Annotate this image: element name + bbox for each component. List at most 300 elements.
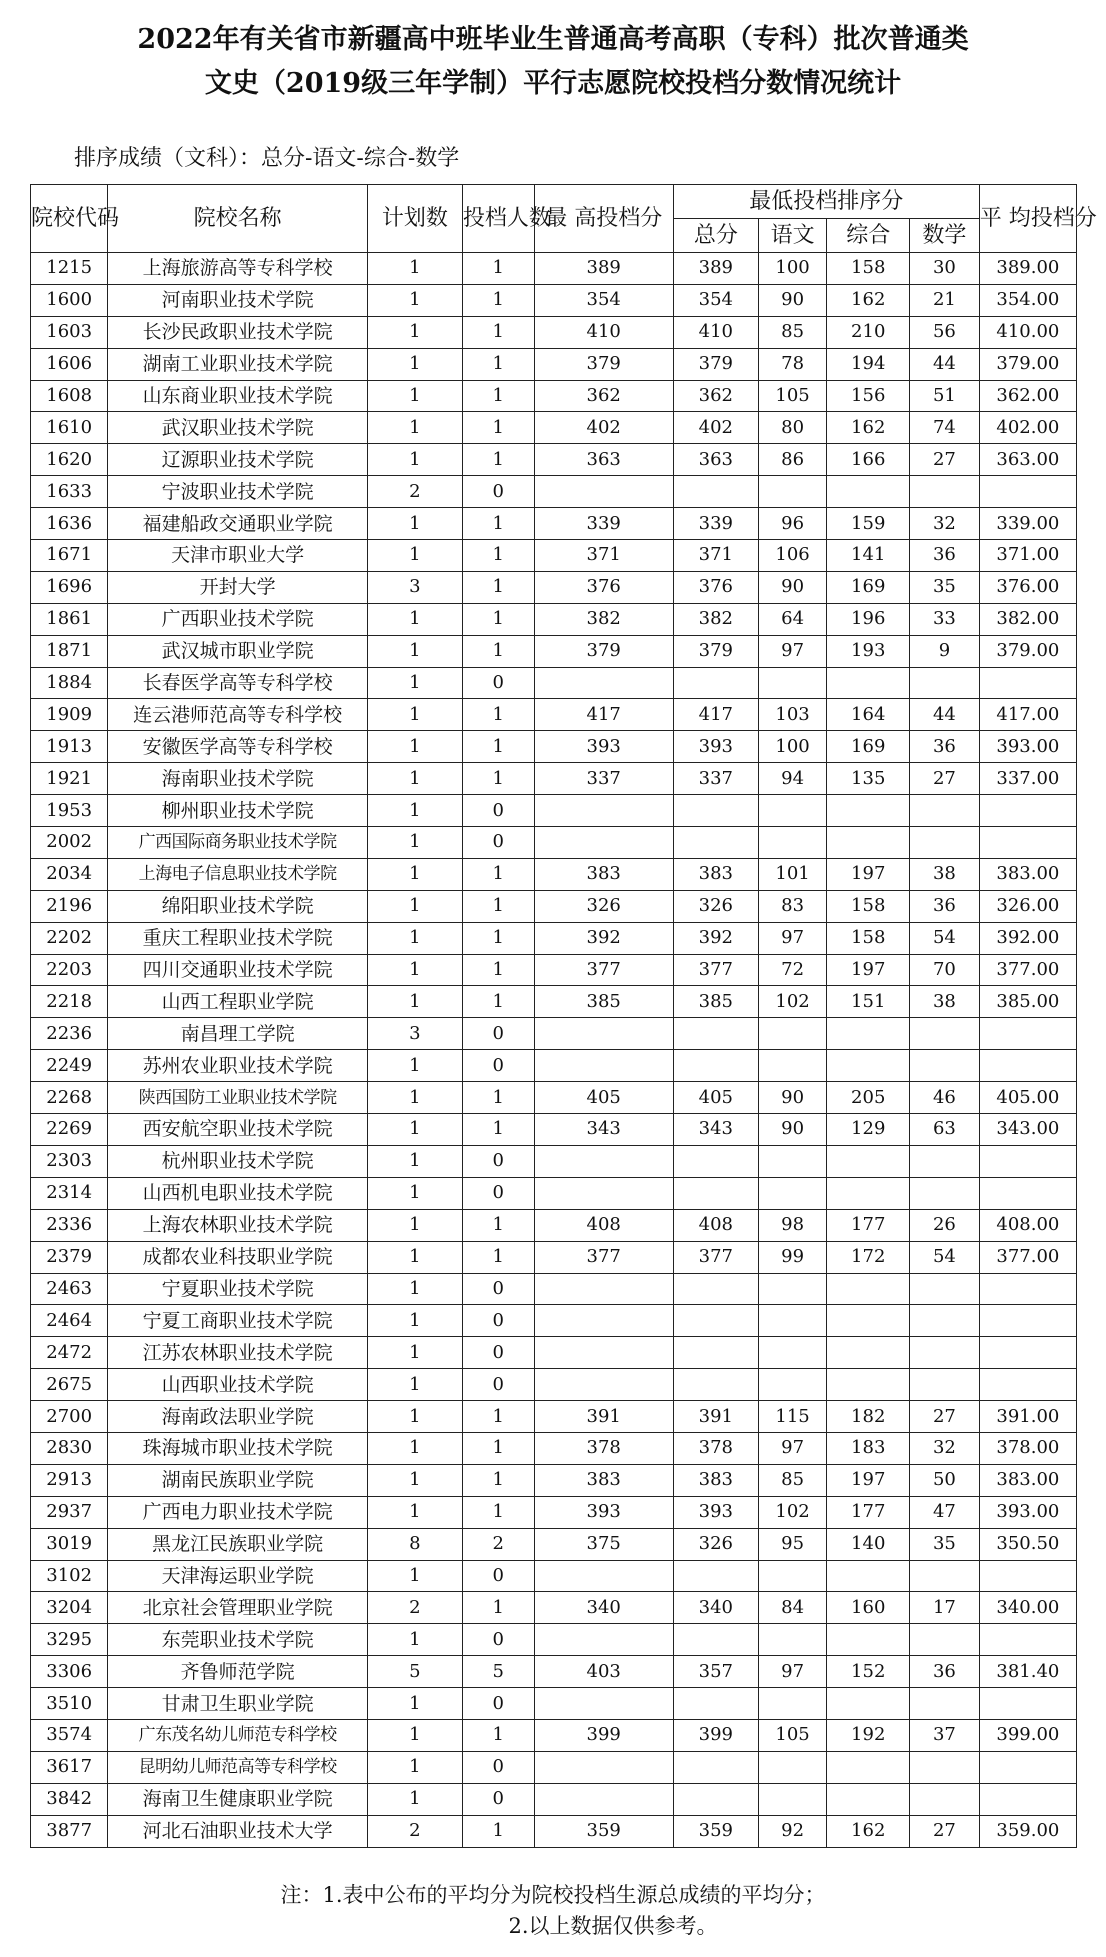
cell-code: 1600 (31, 284, 108, 316)
cell-min-comprehensive (827, 1560, 910, 1592)
cell-min-math: 47 (910, 1496, 980, 1528)
cell-admitted: 1 (462, 1082, 534, 1114)
cell-name: 重庆工程职业技术学院 (108, 922, 368, 954)
cell-code: 3204 (31, 1592, 108, 1624)
cell-min-comprehensive: 158 (827, 253, 910, 285)
cell-admitted: 1 (462, 890, 534, 922)
cell-min-chinese: 85 (758, 1464, 826, 1496)
cell-max: 376 (534, 571, 673, 603)
cell-min-math: 54 (910, 922, 980, 954)
cell-min-comprehensive: 159 (827, 508, 910, 540)
cell-admitted: 0 (462, 1273, 534, 1305)
cell-admitted: 1 (462, 412, 534, 444)
cell-plan: 2 (367, 1592, 462, 1624)
table-row (31, 1656, 1077, 1688)
cell-admitted: 1 (462, 603, 534, 635)
cell-min-chinese: 95 (758, 1528, 826, 1560)
cell-code: 2464 (31, 1305, 108, 1337)
cell-admitted: 0 (462, 795, 534, 827)
cell-code: 1620 (31, 444, 108, 476)
cell-average: 408.00 (979, 1209, 1076, 1241)
cell-name: 陕西国防工业职业技术学院 (108, 1082, 368, 1114)
cell-min-math (910, 1751, 980, 1783)
cell-code: 1603 (31, 316, 108, 348)
header-min-comprehensive: 综合 (827, 219, 910, 253)
cell-average: 417.00 (979, 699, 1076, 731)
cell-average: 392.00 (979, 922, 1076, 954)
cell-min-math: 21 (910, 284, 980, 316)
cell-min-math: 38 (910, 858, 980, 890)
cell-admitted: 0 (462, 1145, 534, 1177)
table-row (31, 476, 1077, 508)
cell-min-chinese: 90 (758, 1082, 826, 1114)
cell-min-total (673, 1305, 758, 1337)
cell-min-chinese (758, 1560, 826, 1592)
cell-max: 362 (534, 380, 673, 412)
cell-name: 苏州农业职业技术学院 (108, 1050, 368, 1082)
cell-max: 383 (534, 1464, 673, 1496)
cell-min-chinese: 99 (758, 1241, 826, 1273)
cell-min-total (673, 1177, 758, 1209)
cell-min-math (910, 827, 980, 859)
cell-min-total (673, 1369, 758, 1401)
cell-code: 1671 (31, 540, 108, 572)
cell-admitted: 1 (462, 1464, 534, 1496)
cell-plan: 1 (367, 1305, 462, 1337)
cell-min-math: 27 (910, 1815, 980, 1847)
cell-admitted: 1 (462, 1241, 534, 1273)
cell-min-total: 389 (673, 253, 758, 285)
cell-plan: 1 (367, 1496, 462, 1528)
cell-min-total: 399 (673, 1719, 758, 1751)
cell-name: 江苏农林职业技术学院 (108, 1337, 368, 1369)
cell-max: 392 (534, 922, 673, 954)
cell-admitted: 1 (462, 763, 534, 795)
cell-code: 2218 (31, 986, 108, 1018)
cell-admitted: 0 (462, 1177, 534, 1209)
cell-name: 山东商业职业技术学院 (108, 380, 368, 412)
table-row (31, 795, 1077, 827)
cell-min-chinese: 86 (758, 444, 826, 476)
cell-admitted: 1 (462, 1719, 534, 1751)
cell-min-math: 9 (910, 635, 980, 667)
cell-plan: 1 (367, 1145, 462, 1177)
cell-admitted: 0 (462, 1305, 534, 1337)
cell-max (534, 1688, 673, 1720)
cell-min-comprehensive (827, 1145, 910, 1177)
cell-min-math: 36 (910, 731, 980, 763)
cell-name: 河北石油职业技术大学 (108, 1815, 368, 1847)
table-row (31, 1369, 1077, 1401)
cell-admitted: 1 (462, 635, 534, 667)
table-row (31, 316, 1077, 348)
cell-min-chinese: 78 (758, 348, 826, 380)
cell-name: 上海电子信息职业技术学院 (108, 858, 368, 890)
cell-name: 东莞职业技术学院 (108, 1624, 368, 1656)
cell-min-chinese: 100 (758, 731, 826, 763)
cell-min-chinese: 83 (758, 890, 826, 922)
cell-plan: 1 (367, 827, 462, 859)
cell-max (534, 1177, 673, 1209)
cell-min-chinese: 90 (758, 284, 826, 316)
cell-plan: 1 (367, 1464, 462, 1496)
cell-min-comprehensive (827, 667, 910, 699)
cell-average: 393.00 (979, 731, 1076, 763)
cell-min-math (910, 1305, 980, 1337)
table-row (31, 1050, 1077, 1082)
cell-min-total: 363 (673, 444, 758, 476)
cell-name: 齐鲁师范学院 (108, 1656, 368, 1688)
cell-name: 海南政法职业学院 (108, 1401, 368, 1433)
cell-min-total (673, 1751, 758, 1783)
table-row (31, 635, 1077, 667)
cell-min-chinese: 94 (758, 763, 826, 795)
header-name: 院校名称 (108, 185, 368, 253)
cell-plan: 1 (367, 890, 462, 922)
cell-min-total (673, 827, 758, 859)
cell-max (534, 667, 673, 699)
cell-min-math (910, 1560, 980, 1592)
cell-min-comprehensive: 158 (827, 890, 910, 922)
cell-admitted: 1 (462, 954, 534, 986)
cell-min-math: 35 (910, 571, 980, 603)
cell-max (534, 795, 673, 827)
cell-max: 389 (534, 253, 673, 285)
cell-name: 连云港师范高等专科学校 (108, 699, 368, 731)
table-row (31, 1751, 1077, 1783)
cell-average (979, 1560, 1076, 1592)
header-code: 院校代码 (31, 185, 108, 253)
cell-min-math (910, 1624, 980, 1656)
cell-code: 2203 (31, 954, 108, 986)
cell-plan: 1 (367, 348, 462, 380)
cell-code: 1215 (31, 253, 108, 285)
cell-average (979, 1018, 1076, 1050)
cell-average: 354.00 (979, 284, 1076, 316)
cell-name: 海南卫生健康职业学院 (108, 1783, 368, 1815)
cell-code: 2269 (31, 1114, 108, 1146)
cell-code: 2236 (31, 1018, 108, 1050)
table-row (31, 667, 1077, 699)
cell-plan: 1 (367, 1401, 462, 1433)
cell-average (979, 1305, 1076, 1337)
cell-min-total: 402 (673, 412, 758, 444)
cell-max: 375 (534, 1528, 673, 1560)
cell-plan: 1 (367, 1273, 462, 1305)
cell-max: 379 (534, 348, 673, 380)
cell-admitted: 0 (462, 1783, 534, 1815)
cell-min-comprehensive (827, 1783, 910, 1815)
cell-average: 339.00 (979, 508, 1076, 540)
cell-min-chinese: 90 (758, 571, 826, 603)
cell-code: 2002 (31, 827, 108, 859)
cell-min-comprehensive: 162 (827, 1815, 910, 1847)
cell-min-total: 410 (673, 316, 758, 348)
cell-max: 359 (534, 1815, 673, 1847)
cell-admitted: 0 (462, 1018, 534, 1050)
cell-average: 393.00 (979, 1496, 1076, 1528)
cell-plan: 3 (367, 571, 462, 603)
cell-admitted: 1 (462, 380, 534, 412)
cell-admitted: 1 (462, 1432, 534, 1464)
cell-average: 340.00 (979, 1592, 1076, 1624)
cell-code: 1610 (31, 412, 108, 444)
cell-min-total: 354 (673, 284, 758, 316)
cell-min-comprehensive (827, 1305, 910, 1337)
cell-min-chinese: 72 (758, 954, 826, 986)
cell-min-math (910, 1783, 980, 1815)
cell-average: 326.00 (979, 890, 1076, 922)
cell-plan: 1 (367, 540, 462, 572)
cell-admitted: 0 (462, 1688, 534, 1720)
cell-plan: 1 (367, 986, 462, 1018)
cell-code: 1633 (31, 476, 108, 508)
header-min-score-group: 最低投档排序分 (673, 185, 979, 219)
cell-min-math: 36 (910, 1656, 980, 1688)
cell-min-total: 339 (673, 508, 758, 540)
cell-max: 403 (534, 1656, 673, 1688)
cell-min-chinese: 105 (758, 1719, 826, 1751)
cell-plan: 1 (367, 858, 462, 890)
cell-plan: 3 (367, 1018, 462, 1050)
cell-plan: 1 (367, 667, 462, 699)
cell-min-comprehensive: 140 (827, 1528, 910, 1560)
table-row (31, 1114, 1077, 1146)
cell-min-total (673, 1337, 758, 1369)
cell-name: 宁夏职业技术学院 (108, 1273, 368, 1305)
cell-plan: 1 (367, 603, 462, 635)
cell-max: 385 (534, 986, 673, 1018)
cell-name: 武汉职业技术学院 (108, 412, 368, 444)
cell-name: 海南职业技术学院 (108, 763, 368, 795)
table-row (31, 827, 1077, 859)
cell-admitted: 1 (462, 508, 534, 540)
cell-plan: 1 (367, 635, 462, 667)
cell-min-chinese (758, 1337, 826, 1369)
cell-code: 2937 (31, 1496, 108, 1528)
cell-name: 广西国际商务职业技术学院 (108, 827, 368, 859)
cell-min-math (910, 476, 980, 508)
cell-average: 383.00 (979, 858, 1076, 890)
cell-min-math: 50 (910, 1464, 980, 1496)
table-header (31, 185, 1097, 253)
cell-min-total (673, 476, 758, 508)
cell-plan: 1 (367, 1751, 462, 1783)
cell-code: 2700 (31, 1401, 108, 1433)
table-row (31, 603, 1077, 635)
cell-min-chinese: 102 (758, 986, 826, 1018)
cell-min-chinese: 97 (758, 922, 826, 954)
cell-plan: 1 (367, 1209, 462, 1241)
table-row (31, 1018, 1077, 1050)
cell-min-math: 35 (910, 1528, 980, 1560)
cell-min-math: 32 (910, 508, 980, 540)
table-row (31, 1145, 1077, 1177)
cell-average: 376.00 (979, 571, 1076, 603)
cell-admitted: 0 (462, 1624, 534, 1656)
table-row (31, 540, 1077, 572)
cell-min-total: 383 (673, 858, 758, 890)
cell-min-comprehensive: 197 (827, 1464, 910, 1496)
cell-name: 四川交通职业技术学院 (108, 954, 368, 986)
table-row (31, 699, 1077, 731)
cell-min-chinese: 80 (758, 412, 826, 444)
cell-min-total (673, 667, 758, 699)
cell-average: 377.00 (979, 1241, 1076, 1273)
cell-average: 371.00 (979, 540, 1076, 572)
cell-min-comprehensive: 210 (827, 316, 910, 348)
cell-name: 山西工程职业学院 (108, 986, 368, 1018)
cell-name: 湖南民族职业学院 (108, 1464, 368, 1496)
cell-name: 绵阳职业技术学院 (108, 890, 368, 922)
cell-min-comprehensive: 205 (827, 1082, 910, 1114)
cell-min-total: 408 (673, 1209, 758, 1241)
cell-min-math: 33 (910, 603, 980, 635)
cell-plan: 1 (367, 731, 462, 763)
cell-average (979, 827, 1076, 859)
score-table-container (30, 184, 1097, 1848)
cell-min-total: 392 (673, 922, 758, 954)
cell-min-math: 44 (910, 348, 980, 380)
cell-code: 1909 (31, 699, 108, 731)
cell-admitted: 0 (462, 476, 534, 508)
cell-code: 1696 (31, 571, 108, 603)
table-row (31, 348, 1077, 380)
cell-max: 378 (534, 1432, 673, 1464)
cell-min-math: 37 (910, 1719, 980, 1751)
cell-code: 2196 (31, 890, 108, 922)
sort-criteria-subtitle: 排序成绩（文科）：总分-语文-综合-数学 (74, 146, 460, 171)
cell-min-comprehensive (827, 1273, 910, 1305)
table-row (31, 1305, 1077, 1337)
cell-min-total: 371 (673, 540, 758, 572)
cell-plan: 1 (367, 1560, 462, 1592)
cell-name: 成都农业科技职业学院 (108, 1241, 368, 1273)
cell-code: 2249 (31, 1050, 108, 1082)
cell-min-total (673, 1560, 758, 1592)
cell-max (534, 1624, 673, 1656)
table-row (31, 571, 1077, 603)
cell-code: 2314 (31, 1177, 108, 1209)
cell-max (534, 1751, 673, 1783)
cell-min-math: 74 (910, 412, 980, 444)
cell-min-total: 359 (673, 1815, 758, 1847)
cell-min-comprehensive: 193 (827, 635, 910, 667)
cell-min-chinese (758, 1369, 826, 1401)
cell-name: 河南职业技术学院 (108, 284, 368, 316)
table-row (31, 890, 1077, 922)
cell-min-math: 63 (910, 1114, 980, 1146)
cell-name: 广西电力职业技术学院 (108, 1496, 368, 1528)
cell-admitted: 1 (462, 1401, 534, 1433)
cell-min-math: 27 (910, 444, 980, 476)
cell-code: 1913 (31, 731, 108, 763)
cell-min-total (673, 1050, 758, 1082)
cell-min-chinese: 106 (758, 540, 826, 572)
cell-average: 350.50 (979, 1528, 1076, 1560)
cell-min-chinese (758, 795, 826, 827)
cell-code: 2379 (31, 1241, 108, 1273)
cell-code: 2472 (31, 1337, 108, 1369)
cell-name: 北京社会管理职业学院 (108, 1592, 368, 1624)
cell-min-math: 54 (910, 1241, 980, 1273)
cell-max: 363 (534, 444, 673, 476)
cell-name: 柳州职业技术学院 (108, 795, 368, 827)
cell-code: 3877 (31, 1815, 108, 1847)
cell-min-comprehensive: 156 (827, 380, 910, 412)
cell-average (979, 1177, 1076, 1209)
table-row (31, 1209, 1077, 1241)
cell-min-chinese (758, 1783, 826, 1815)
cell-code: 1953 (31, 795, 108, 827)
cell-admitted: 0 (462, 827, 534, 859)
cell-average: 391.00 (979, 1401, 1076, 1433)
cell-min-chinese: 90 (758, 1114, 826, 1146)
cell-average: 379.00 (979, 348, 1076, 380)
cell-plan: 1 (367, 1241, 462, 1273)
cell-min-chinese: 92 (758, 1815, 826, 1847)
cell-max (534, 1050, 673, 1082)
cell-admitted: 1 (462, 571, 534, 603)
table-row (31, 1719, 1077, 1751)
cell-average: 343.00 (979, 1114, 1076, 1146)
cell-max: 354 (534, 284, 673, 316)
cell-min-comprehensive: 164 (827, 699, 910, 731)
cell-average (979, 1624, 1076, 1656)
cell-name: 上海农林职业技术学院 (108, 1209, 368, 1241)
cell-plan: 1 (367, 1719, 462, 1751)
cell-min-math (910, 1337, 980, 1369)
cell-max: 382 (534, 603, 673, 635)
cell-min-math (910, 1177, 980, 1209)
cell-max: 417 (534, 699, 673, 731)
cell-code: 2336 (31, 1209, 108, 1241)
cell-min-chinese: 100 (758, 253, 826, 285)
cell-min-total (673, 1018, 758, 1050)
cell-min-comprehensive: 182 (827, 1401, 910, 1433)
score-table (30, 184, 1097, 1848)
cell-min-total: 383 (673, 1464, 758, 1496)
cell-min-math: 36 (910, 890, 980, 922)
cell-min-chinese: 98 (758, 1209, 826, 1241)
cell-admitted: 0 (462, 1050, 534, 1082)
cell-name: 广东茂名幼儿师范专科学校 (108, 1719, 368, 1751)
cell-min-comprehensive (827, 1624, 910, 1656)
cell-min-chinese (758, 1177, 826, 1209)
cell-min-total (673, 1145, 758, 1177)
cell-min-math (910, 1369, 980, 1401)
cell-min-comprehensive: 177 (827, 1496, 910, 1528)
cell-min-math (910, 795, 980, 827)
cell-max (534, 1560, 673, 1592)
cell-min-math: 44 (910, 699, 980, 731)
cell-max (534, 1145, 673, 1177)
cell-min-total: 417 (673, 699, 758, 731)
cell-max: 377 (534, 954, 673, 986)
cell-code: 1608 (31, 380, 108, 412)
cell-admitted: 1 (462, 731, 534, 763)
cell-min-math: 51 (910, 380, 980, 412)
cell-max: 326 (534, 890, 673, 922)
cell-min-comprehensive: 151 (827, 986, 910, 1018)
cell-max: 340 (534, 1592, 673, 1624)
cell-average (979, 667, 1076, 699)
cell-admitted: 1 (462, 922, 534, 954)
cell-min-math: 32 (910, 1432, 980, 1464)
cell-max: 379 (534, 635, 673, 667)
cell-min-comprehensive (827, 795, 910, 827)
cell-min-comprehensive: 169 (827, 571, 910, 603)
